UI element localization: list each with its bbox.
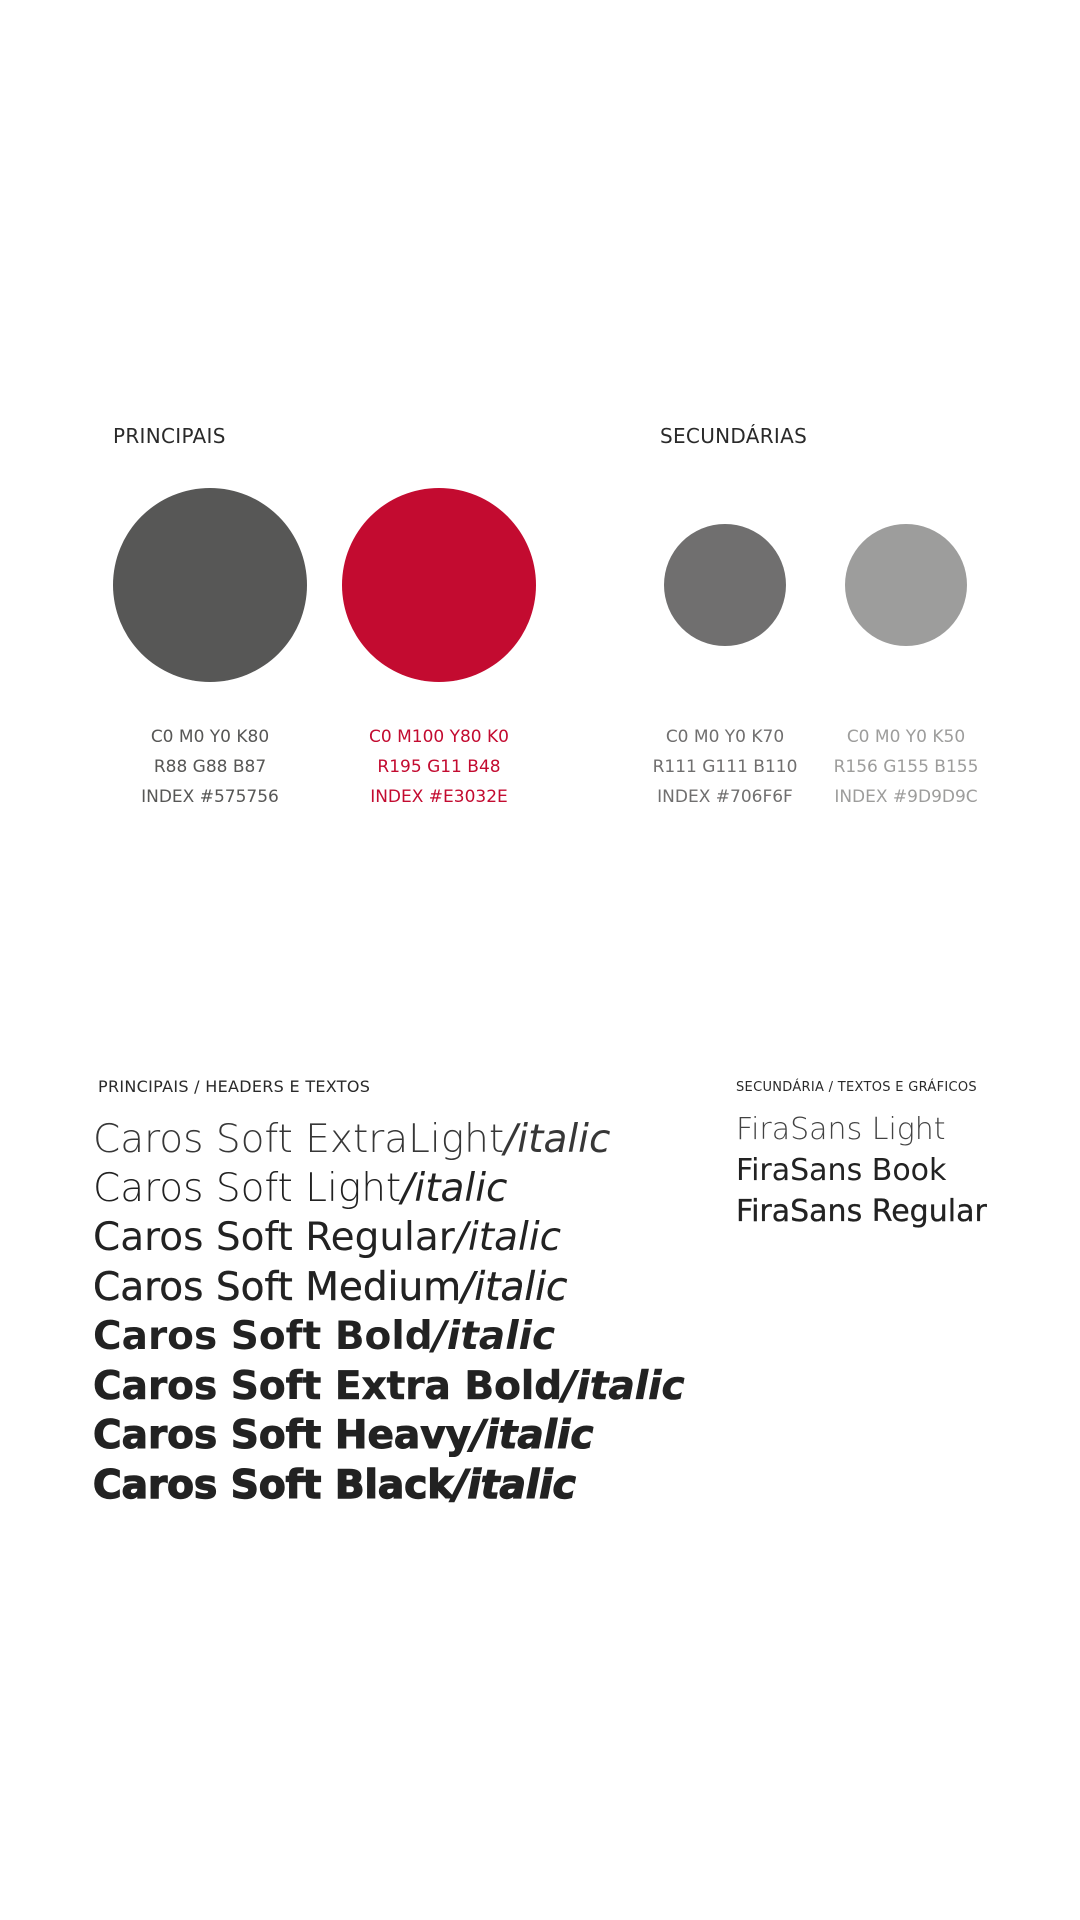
font-italic: /italic [454,1215,562,1260]
font-name: Caros Soft Heavy [93,1413,472,1458]
font-name: Caros Soft Light [93,1166,402,1211]
swatch-medium-gray [664,524,786,646]
swatch-info-light-gray [786,722,1026,812]
swatch-rgb: R156 G155 B155 [833,757,979,777]
swatch-index: INDEX #575756 [141,787,279,807]
swatch-rgb: R111 G111 B110 [652,757,798,777]
swatch-info-red [319,722,559,812]
font-sample-caros-heavy [93,1413,594,1458]
font-name: Caros Soft Extra Bold [93,1364,563,1409]
swatch-cmyk: C0 M0 Y0 K70 [665,727,785,747]
font-italic: /italic [471,1413,594,1458]
font-sample-caros-extrabold [93,1364,685,1409]
font-name: Caros Soft Black [93,1463,454,1508]
font-italic: /italic [432,1314,556,1359]
font-sample-firasans-book: FiraSans Book [736,1153,947,1188]
swatch-rgb: R88 G88 B87 [153,757,267,777]
font-italic: /italic [504,1117,611,1162]
swatch-cmyk: C0 M100 Y80 K0 [369,727,509,747]
font-sample-caros-black [93,1463,576,1508]
font-sample-firasans-regular: FiraSans Regular [736,1194,987,1229]
font-sample-firasans-light: FiraSans Light [736,1112,946,1147]
swatch-red [342,488,536,682]
typography-secondary-heading: SECUNDÁRIA / TEXTOS E GRÁFICOS [736,1080,977,1095]
swatch-info-dark-gray [90,722,330,812]
swatch-light-gray [845,524,967,646]
colors-primary-heading: PRINCIPAIS [113,424,226,448]
typography-primary-heading: PRINCIPAIS / HEADERS E TEXTOS [98,1077,371,1096]
font-italic: /italic [562,1364,685,1409]
font-sample-caros-medium [93,1265,568,1310]
swatch-rgb: R195 G11 B48 [377,757,501,777]
swatch-cmyk: C0 M0 Y0 K50 [846,727,966,747]
font-italic: /italic [453,1463,576,1508]
font-sample-caros-extralight [93,1117,611,1162]
font-italic: /italic [461,1265,568,1310]
swatch-index: INDEX #706F6F [657,787,793,807]
font-sample-caros-light [93,1166,508,1211]
swatch-cmyk: C0 M0 Y0 K80 [150,727,270,747]
font-name: Caros Soft ExtraLight [93,1117,505,1162]
font-name: Caros Soft Regular [93,1215,455,1260]
font-sample-caros-bold [93,1314,556,1359]
colors-secondary-heading: SECUNDÁRIAS [660,424,808,448]
swatch-dark-gray [113,488,307,682]
font-italic: /italic [401,1166,508,1211]
font-sample-caros-regular [93,1215,562,1260]
font-name: Caros Soft Medium [93,1265,462,1310]
swatch-index: INDEX #9D9D9C [834,787,978,807]
font-name: Caros Soft Bold [93,1314,433,1359]
swatch-index: INDEX #E3032E [370,787,508,807]
